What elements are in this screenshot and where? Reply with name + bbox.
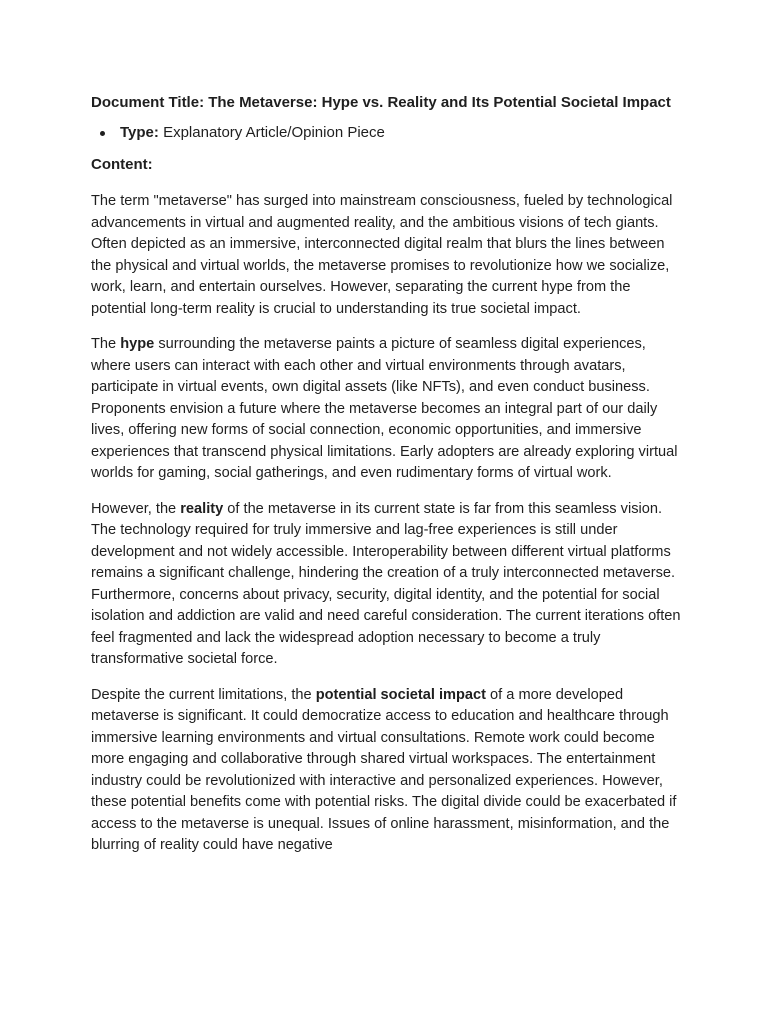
- type-value: Explanatory Article/Opinion Piece: [158, 124, 385, 141]
- paragraph-text-before: The: [91, 336, 121, 352]
- content-heading: Content:: [91, 156, 153, 173]
- type-list-item: [91, 122, 682, 144]
- paragraph-text-after: of a more developed metaverse is significant. It could democratize access to education and healthcare through immersive learning environments and virtual consultations. Remote work could become more engaging and collaborative through shared virtual workspaces. The entertainment industry could be revolutionized with interactive and personalized experiences. However, these potential benefits come with potential risks. The digital divide could be exacerbated if access to the metaverse is unequal. Issues of online harassment, misinformation, and the blurring of reality could have negative: [91, 686, 677, 853]
- bullet-icon: [100, 131, 105, 136]
- paragraph-text-before: However, the: [91, 500, 181, 517]
- paragraph-intro: [91, 191, 682, 320]
- paragraph-reality: [91, 499, 682, 671]
- paragraph-text-after: of the metaverse in its current state is far from this seamless vision. The technology required for truly immersive and lag-free experiences is still under development and not widely accessible. Interoperability between different virtual platforms remains a significant challenge, hindering the creation of a truly interconnected metaverse. Furthermore, concerns about privacy, security, digital identity, and the potential for social isolation and addiction are valid and need careful consideration. The current iterations often feel fragmented and lack the widespread adoption necessary to become a truly transformative societal force.: [91, 500, 681, 667]
- paragraph-bold-term: potential societal impact: [315, 686, 486, 703]
- paragraph-impact: [91, 685, 682, 857]
- paragraph-bold-term: reality: [180, 500, 224, 517]
- type-label: Type:: [120, 124, 159, 141]
- paragraph-text-after: surrounding the metaverse paints a picture of seamless digital experiences, where users can interact with each other and virtual environments through avatars, participate in virtual events, own digital assets (like NFTs), and even conduct business. Proponents envision a future where the metaverse becomes an integral part of our daily lives, offering new forms of social connection, economic opportunities, and immersive experiences that transcend physical limitations. Early adopters are already exploring virtual worlds for gaming, social gatherings, and even rudimentary forms of virtual work.: [91, 336, 678, 481]
- paragraph-text-before: Despite the current limitations, the: [91, 686, 316, 703]
- paragraph-text: The term "metaverse" has surged into mainstream consciousness, fueled by technological advancements in virtual and augmented reality, and the ambitious visions of tech giants. Often depicted as an immersive, interconnected digital realm that blurs the lines between the physical and virtual worlds, the metaverse promises to revolutionize how we socialize, work, learn, and entertain ourselves. However, separating the current hype from the potential long-term reality is crucial to understanding its true societal impact.: [91, 193, 673, 317]
- document-title: Document Title: The Metaverse: Hype vs. Reality and Its Potential Societal Impact: [91, 94, 671, 111]
- paragraph-hype: [91, 334, 682, 485]
- paragraph-bold-term: hype: [120, 336, 155, 352]
- metadata-list: [91, 122, 682, 144]
